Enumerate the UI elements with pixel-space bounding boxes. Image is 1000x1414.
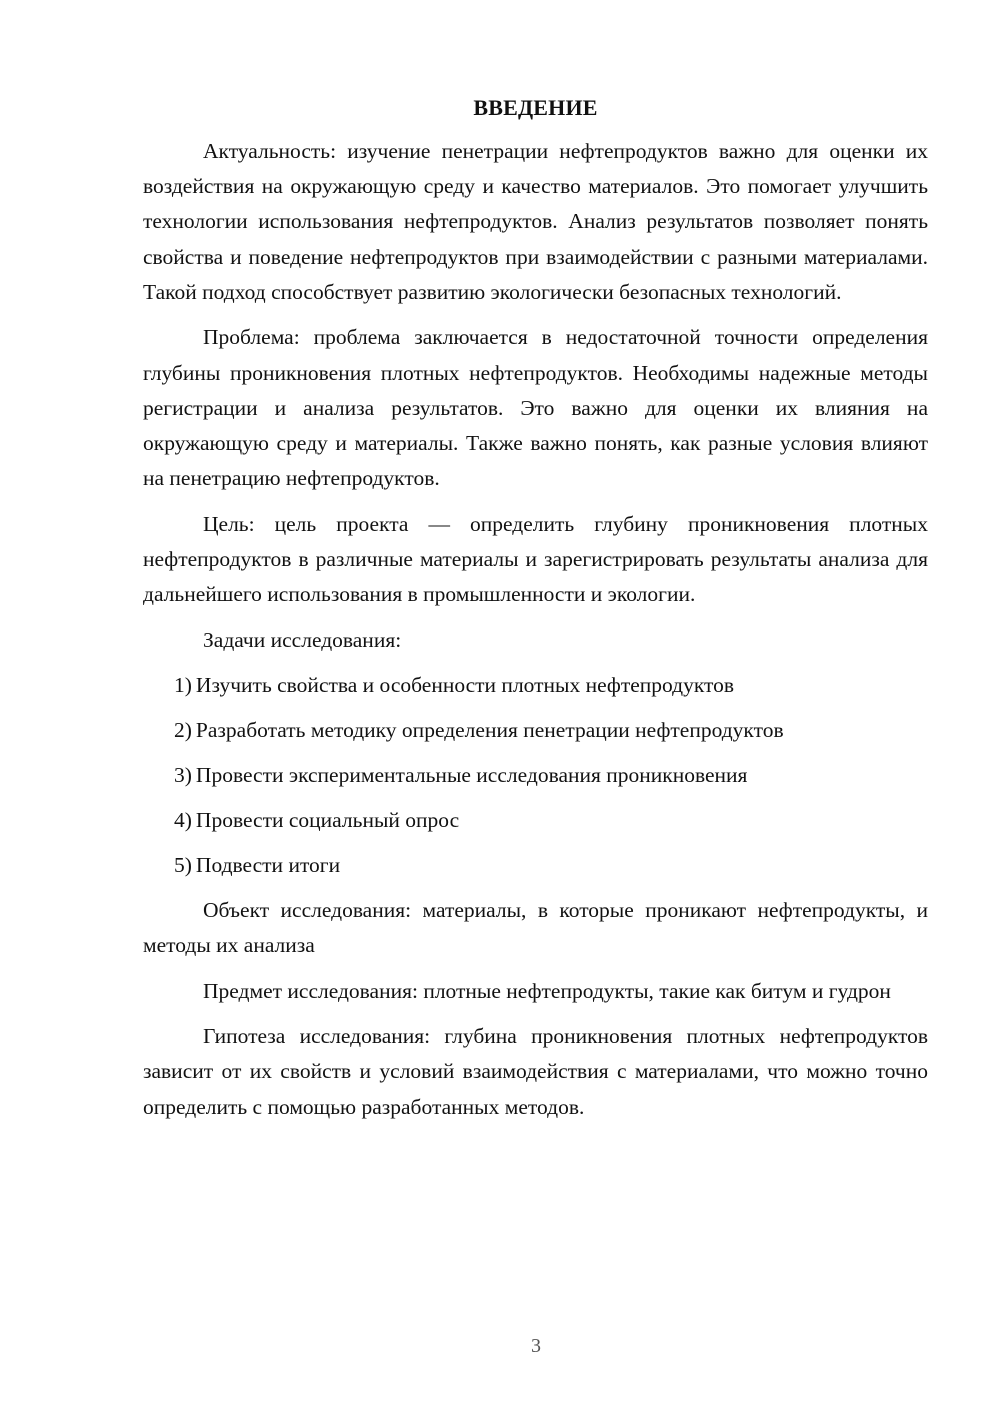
tasks-list — [143, 668, 928, 883]
list-item-text: Подвести итоги — [195, 853, 341, 878]
list-item-number: 5) — [174, 853, 192, 878]
paragraph-tasks-heading: Задачи исследования: — [203, 627, 402, 652]
page-title: ВВЕДЕНИЕ — [473, 95, 598, 120]
list-item — [143, 713, 928, 748]
list-item-text: Разработать методику определения пенетрации нефтепродуктов — [195, 718, 784, 743]
list-item-number: 4) — [174, 808, 192, 833]
paragraph-problem: Проблема: проблема заключается в недостаточной точности определения глубины проникновения плотных нефтепродуктов. Необходимы надежные методы регистрации и анализа результатов. Это важно для оценки их влияния на окружающую среду и материалы. Также важно понять, как разные условия влияют на пенетрацию нефтепродуктов. — [143, 325, 928, 491]
page-content — [143, 92, 928, 1135]
list-item-number: 2) — [174, 718, 192, 743]
list-item-text: Провести социальный опрос — [195, 808, 460, 833]
list-item — [143, 668, 928, 703]
paragraph-subject: Предмет исследования: плотные нефтепродукты, такие как битум и гудрон — [203, 978, 891, 1003]
list-item-number: 3) — [174, 763, 192, 788]
paragraph-hypothesis: Гипотеза исследования: глубина проникновения плотных нефтепродуктов зависит от их свойств и условий взаимодействия с материалами, что можно точно определить с помощью разработанных методов. — [143, 1024, 928, 1119]
paragraph-relevance: Актуальность: изучение пенетрации нефтепродуктов важно для оценки их воздействия на окружающую среду и качество материалов. Это помогает улучшить технологии использования нефтепродуктов. Анализ результатов позволяет понять свойства и поведение нефтепродуктов при взаимодействии с разными материалами. Такой подход способствует развитию экологически безопасных технологий. — [143, 139, 928, 304]
list-item-number: 1) — [174, 673, 192, 698]
list-item — [143, 803, 928, 838]
paragraph-goal: Цель: цель проекта — определить глубину проникновения плотных нефтепродуктов в различные материалы и зарегистрировать результаты анализа для дальнейшего использования в промышленности и экологии. — [143, 511, 928, 607]
page-number: 3 — [531, 1335, 541, 1357]
list-item-text: Изучить свойства и особенности плотных нефтепродуктов — [195, 673, 735, 698]
list-item-text: Провести экспериментальные исследования проникновения — [195, 763, 748, 788]
paragraph-object: Объект исследования: материалы, в которые проникают нефтепродукты, и методы их анализа — [143, 898, 928, 958]
list-item — [143, 758, 928, 793]
list-item — [143, 848, 928, 883]
